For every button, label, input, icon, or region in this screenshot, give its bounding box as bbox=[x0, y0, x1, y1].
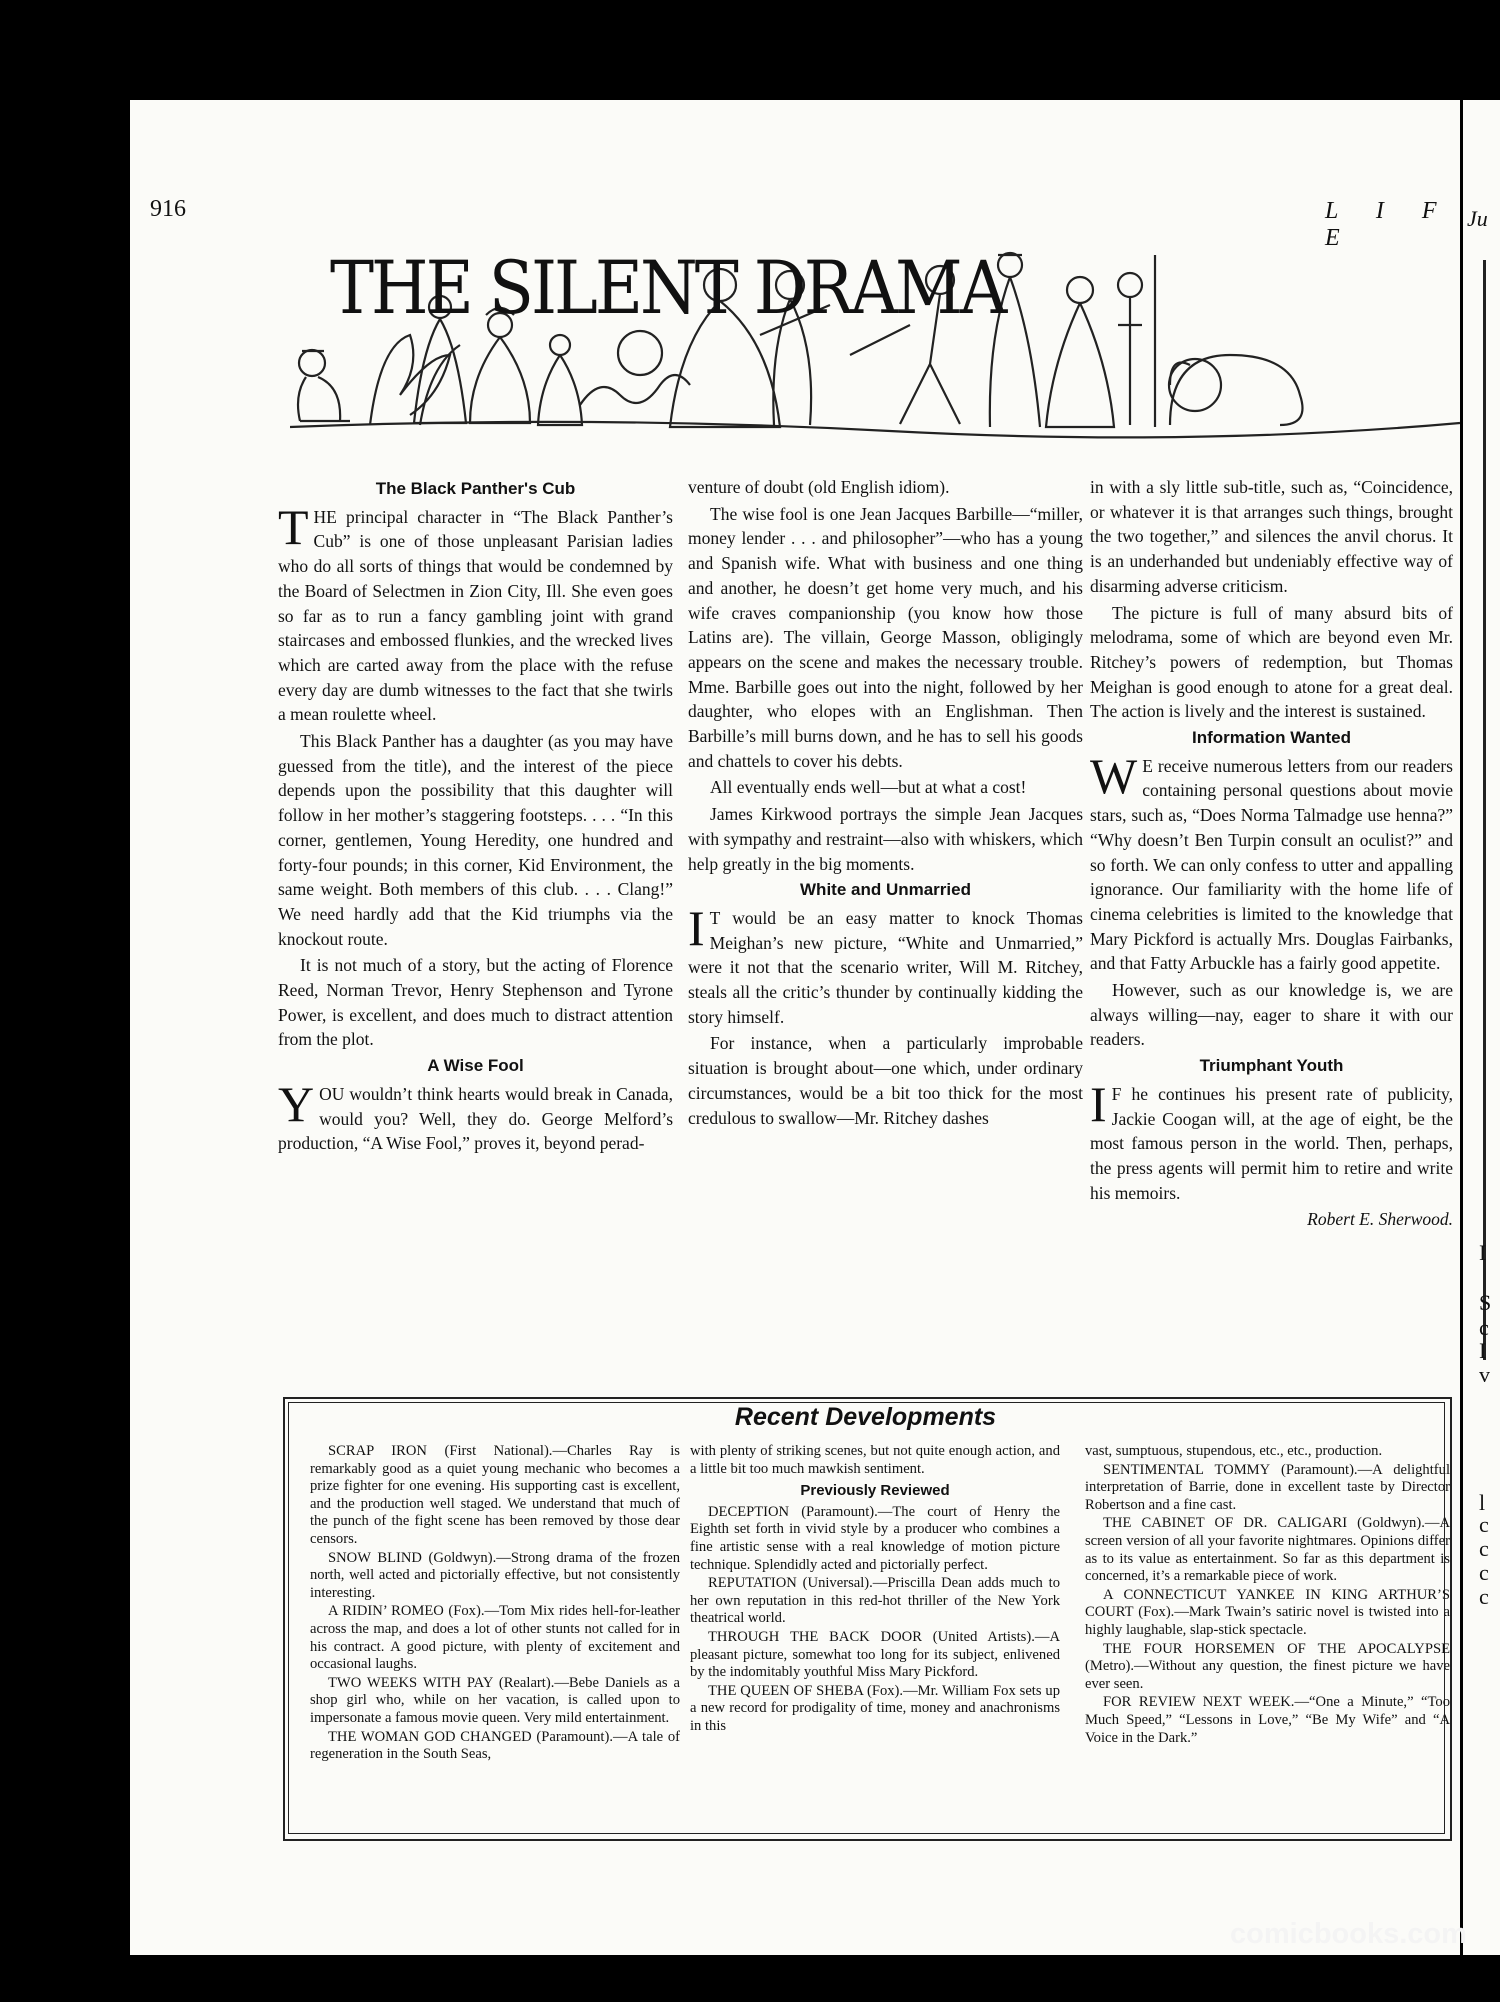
section-heading: Previously Reviewed bbox=[800, 1482, 950, 1500]
article-paragraph: YOU wouldn’t think hearts would break in Canada, would you? Well, they do. George Melford’s production, “A Wise Fool,” proves it, beyond perad- bbox=[278, 1075, 673, 1154]
section-title: THE SILENT DRAMA bbox=[330, 246, 1005, 331]
recent-column-3 bbox=[1085, 1443, 1450, 1748]
article-paragraph: The picture is full of many absurd bits of melodrama, some of which are beyond even Mr. Ritchey’s powers of redemption, but Thomas Meighan is good enough to atone for a great deal. The action is lively and the interest is sustained. bbox=[1090, 602, 1453, 722]
article-paragraph: in with a sly little sub-title, such as, “Coincidence, or whatever it is that arranges such things, brought the two together,” and silences the anvil chorus. It is an underhanded but undeniably effective way of disarming adverse criticism. bbox=[1090, 477, 1453, 596]
facing-page-fragment: c bbox=[1479, 1536, 1489, 1561]
facing-page-column-rule bbox=[1483, 260, 1486, 1360]
review-entry: A CONNECTICUT YANKEE IN KING ARTHUR’S COURT (Fox).—Mark Twain’s satiric novel is twisted into a highly laughable, slap-stick spectacle. bbox=[1085, 1586, 1450, 1638]
facing-page-fragment: l bbox=[1479, 1490, 1486, 1515]
facing-page-running-head: Ju bbox=[1467, 206, 1488, 231]
article-paragraph: All eventually ends well—but at what a cost! bbox=[710, 777, 1027, 798]
review-entry: SCRAP IRON (First National).—Charles Ray is remarkably good as a quiet young mechanic who becomes a prize fighter for one evening. His supporting cast is excellent, and the production well staged. We understand that much of the punch of the fight scene has been removed by those dear censors. bbox=[310, 1443, 680, 1547]
facing-page-fragment: I bbox=[1479, 1338, 1487, 1363]
article-paragraph: It is not much of a story, but the acting of Florence Reed, Norman Trevor, Henry Stephenson and Tyrone Power, is excellent, and does much to distract attention from the plot. bbox=[278, 955, 673, 1050]
article-paragraph: IT would be an easy matter to knock Thomas Meighan’s new picture, “White and Unmarried,” were it not that the scenario writer, Will M. Ritchey, steals all the critic’s thunder by continually kidding the story himself. bbox=[688, 899, 1083, 1027]
article-paragraph: WE receive numerous letters from our readers containing personal questions about movie stars, such as, “Does Norma Talmadge use henna?” “Why doesn’t Ben Turpin consult an oculist?” and so forth. We can only confess to utter and appalling ignorance. Our familiarity with the home life of cinema celebrities is limited to the knowledge that Mary Pickford is actually Mrs. Douglas Fairbanks, and that Fatty Arbuckle has a fairly good appetite. bbox=[1090, 747, 1453, 974]
article-paragraph: James Kirkwood portrays the simple Jean Jacques with sympathy and restraint—also with whiskers, which help greatly in the big moments. bbox=[688, 804, 1083, 874]
article-paragraph: venture of doubt (old English idiom). bbox=[688, 477, 950, 497]
article-paragraph: The wise fool is one Jean Jacques Barbille—“miller, money lender . . . and philosopher”—who has a young and Spanish wife. What with business and one thing and another, he doesn’t get home very much, and his wife craves companionship (you know how those Latins are). The villain, George Masson, obligingly appears on the scene and makes the necessary trouble. Mme. Barbille goes out into the night, followed by her daughter, who elopes with an Englishman. Then Barbille’s mill burns down, and he has to sell his goods and chattels to cover his debts. bbox=[688, 503, 1083, 771]
soldier-with-spear bbox=[1118, 255, 1155, 427]
review-entry: SNOW BLIND (Goldwyn).—Strong drama of the frozen north, well acted and pictorially effective, but not consistently interesting. bbox=[310, 1549, 680, 1601]
article-paragraph: THE principal character in “The Black Panther’s Cub” is one of those unpleasant Parisian ladies who do all sorts of things that would be condemned by the Board of Selectmen in Zion City, Ill. She even goes so far as to run a fancy gambling joint with grand staircases and embossed flunkies, and the wrecked lives which are carted away from the place with the refuse every day are dumb witnesses to the fact that she twirls a mean roulette wheel. bbox=[278, 498, 673, 725]
section-heading: The Black Panther's Cub bbox=[375, 479, 576, 498]
recent-column-1 bbox=[310, 1443, 680, 1765]
recent-column-2 bbox=[690, 1443, 1060, 1737]
article-column-1 bbox=[278, 475, 673, 1158]
section-heading: White and Unmarried bbox=[800, 880, 971, 900]
review-entry: REPUTATION (Universal).—Priscilla Dean adds much to her own reputation in this red-hot thriller of the New York theatrical world. bbox=[690, 1575, 1060, 1627]
facing-page-fragment: v bbox=[1479, 1362, 1490, 1387]
section-heading: Triumphant Youth bbox=[1199, 1056, 1344, 1076]
facing-page-fragment: c bbox=[1479, 1584, 1489, 1609]
seated-figure-left bbox=[298, 350, 350, 421]
facing-page-fragment: c bbox=[1479, 1512, 1489, 1537]
byline-row bbox=[1090, 1207, 1453, 1232]
page-number: 916 bbox=[150, 196, 186, 222]
recent-developments-title: Recent Developments bbox=[734, 1403, 997, 1431]
girl-in-dress bbox=[1046, 277, 1114, 427]
review-entry: THE CABINET OF DR. CALIGARI (Goldwyn).—A screen version of all your favorite nightmares. Opinions differ as to its value as entertainment. So far as this department is concerned, it’s a remarkable piece of work. bbox=[1085, 1515, 1450, 1585]
facing-page-fragment: I bbox=[1479, 1240, 1487, 1265]
facing-page-fragment: S bbox=[1479, 1290, 1492, 1315]
review-entry: with plenty of striking scenes, but not quite enough action, and a little bit too much mawkish sentiment. bbox=[690, 1443, 1060, 1477]
facing-page-fragment: c bbox=[1479, 1560, 1489, 1585]
review-entry: SENTIMENTAL TOMMY (Paramount).—A delightful interpretation of Barrie, done in excellent taste by Director Robertson and a fine cast. bbox=[1085, 1461, 1450, 1513]
review-entry: vast, sumptuous, stupendous, etc., etc., production. bbox=[1085, 1443, 1383, 1459]
review-entry: DECEPTION (Paramount).—The court of Henry the Eighth set forth in vivid style by a producer who combines a fine artistic sense with a real knowledge of motion picture technique. Splendidly acted and pictorially perfect. bbox=[690, 1503, 1060, 1573]
review-entry: THE WOMAN GOD CHANGED (Paramount).—A tale of regeneration in the South Seas, bbox=[310, 1728, 680, 1763]
running-head: L I F E bbox=[1325, 198, 1453, 251]
author-signature: Robert E. Sherwood. bbox=[1307, 1209, 1453, 1230]
review-entry: FOR REVIEW NEXT WEEK.—“One a Minute,” “Too Much Speed,” “Lessons in Love,” “Be My Wife” and “A Voice in the Dark.” bbox=[1085, 1694, 1450, 1746]
section-heading: A Wise Fool bbox=[427, 1056, 524, 1076]
article-column-2 bbox=[688, 475, 1083, 1132]
article-column-3 bbox=[1090, 475, 1453, 1234]
review-entry: A RIDIN’ ROMEO (Fox).—Tom Mix rides hell-for-leather across the map, and does a lot of other stunts not called for in his contract. A good picture, with plenty of excitement and occasional laughs. bbox=[310, 1603, 680, 1673]
article-paragraph: For instance, when a particularly improbable situation is brought about—one which, under ordinary circumstances, would be a bit too thick for the most credulous to swallow—Mr. Ritchey dashes bbox=[688, 1033, 1083, 1128]
article-paragraph: However, such as our knowledge is, we are always willing—nay, eager to share it with our readers. bbox=[1090, 980, 1453, 1050]
review-entry: TWO WEEKS WITH PAY (Realart).—Bebe Daniels as a shop girl who, while on her vacation, is called upon to impersonate a famous movie queen. Very mild entertainment. bbox=[310, 1674, 680, 1726]
review-entry: THE FOUR HORSEMEN OF THE APOCALYPSE (Metro).—Without any question, the finest picture we have ever seen. bbox=[1085, 1640, 1450, 1692]
lion bbox=[1169, 355, 1303, 425]
facing-page-edge bbox=[1463, 100, 1500, 1955]
watermark: comicbooks.com bbox=[1230, 1918, 1467, 1950]
facing-page-fragment: c bbox=[1479, 1315, 1489, 1340]
review-entry: THE QUEEN OF SHEBA (Fox).—Mr. William Fox sets up a new record for prodigality of time, money and anachronisms in this bbox=[690, 1682, 1060, 1734]
section-heading: Information Wanted bbox=[1192, 728, 1351, 748]
article-paragraph: This Black Panther has a daughter (as you may have guessed from the title), and the interest of the piece depends upon the possibility that this daughter will follow in her mother’s staggering footsteps. . . . “In this corner, gentlemen, Young Heredity, one hundred and forty-four pounds; in this corner, Kid Environment, the same weight. Both members of this club. . . . Clang!” We need hardly add that the Kid triumphs via the knockout route. bbox=[278, 731, 673, 949]
article-paragraph: IF he continues his present rate of publicity, Jackie Coogan will, at the age of eight, be the most famous person in the world. Then, perhaps, the press agents will permit him to retire and write his memoirs. bbox=[1090, 1075, 1453, 1203]
review-entry: THROUGH THE BACK DOOR (United Artists).—A pleasant picture, somewhat too long for its subject, enlivened by the indomitably youthful Miss Mary Pickford. bbox=[690, 1628, 1060, 1681]
